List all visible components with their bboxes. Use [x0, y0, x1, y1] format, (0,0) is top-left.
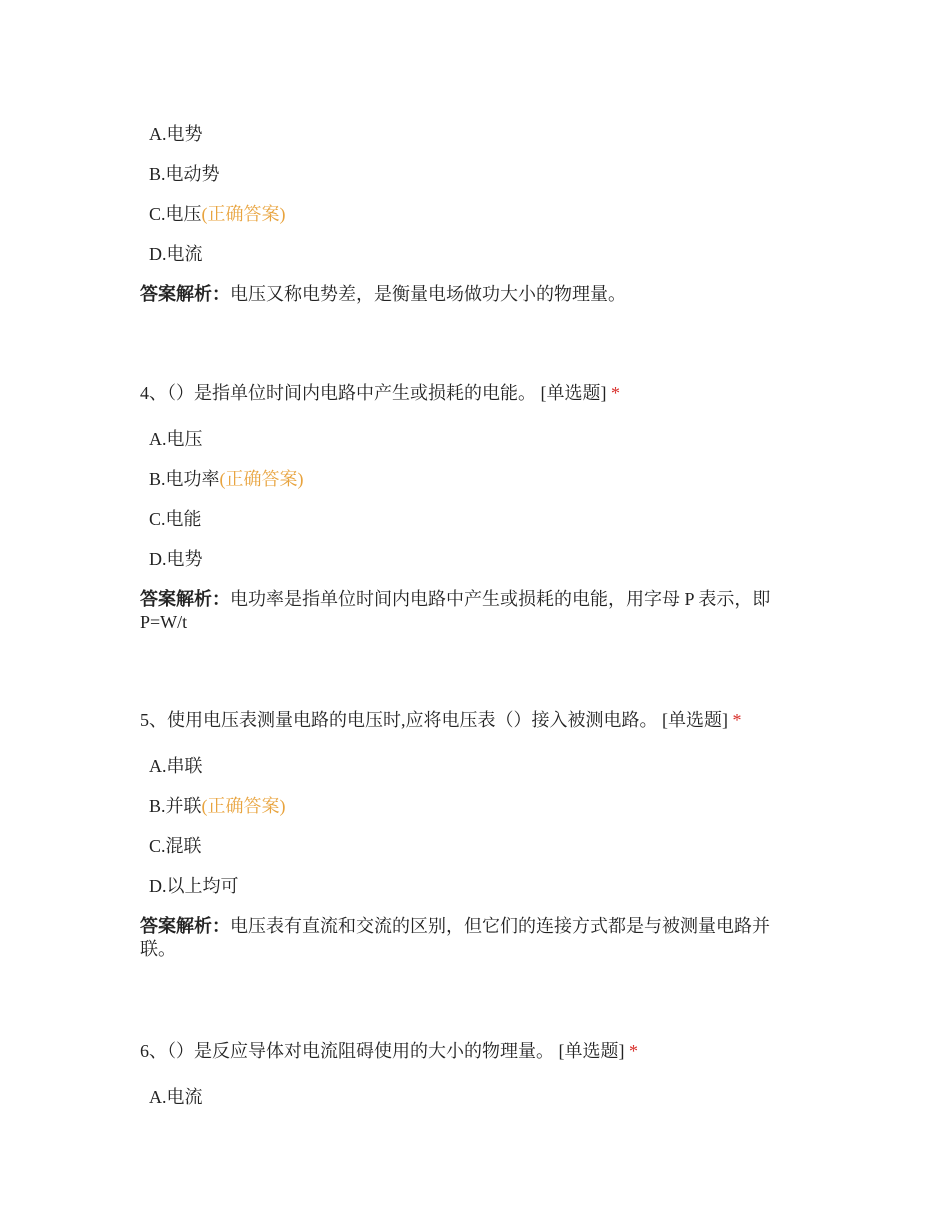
q4-option-c: C.电能 [149, 509, 202, 529]
analysis-label: 答案解析： [140, 916, 230, 937]
required-star: * [732, 710, 742, 730]
question-type-tag: [单选题] [662, 710, 728, 730]
q4-option-a: A.电压 [149, 429, 203, 449]
q3-analysis-text: 电压又称电势差，是衡量电场做功大小的物理量。 [230, 284, 626, 304]
q4-option-b: B.电功率(正确答案) [149, 469, 304, 489]
required-star: * [629, 1041, 638, 1061]
q5-question [140, 709, 742, 731]
analysis-label: 答案解析： [140, 284, 230, 305]
q4-analysis [140, 588, 800, 633]
q5-option-b: B.并联(正确答案) [149, 796, 286, 816]
q6-question-text: 6、（）是反应导体对电流阻碍使用的大小的物理量。 [140, 1041, 554, 1061]
q4-question [140, 382, 620, 404]
required-star: * [611, 383, 620, 403]
q5-question-text: 5、使用电压表测量电路的电压时,应将电压表（）接入被测电路。 [140, 710, 658, 730]
q3-option-c: C.电压(正确答案) [149, 204, 286, 224]
q5-option-d: D.以上均可 [149, 876, 239, 896]
q3-analysis [140, 283, 800, 306]
question-type-tag: [单选题] [558, 1041, 625, 1061]
q3-option-b: B.电动势 [149, 164, 220, 184]
q4-option-d: D.电势 [149, 549, 203, 569]
q3-option-d: D.电流 [149, 244, 203, 264]
q5-option-a: A.串联 [149, 756, 203, 776]
correct-answer-marker: (正确答案) [201, 204, 286, 224]
q6-question [140, 1040, 638, 1062]
correct-answer-marker: (正确答案) [201, 796, 286, 816]
q5-analysis [140, 915, 800, 960]
question-type-tag: [单选题] [540, 383, 607, 403]
q6-option-a: A.电流 [149, 1087, 203, 1107]
correct-answer-marker: (正确答案) [219, 469, 304, 489]
q5-option-c: C.混联 [149, 836, 202, 856]
q5-analysis-text: 电压表有直流和交流的区别，但它们的连接方式都是与被测量电路并联。 [140, 916, 770, 959]
q4-question-text: 4、（）是指单位时间内电路中产生或损耗的电能。 [140, 383, 536, 403]
q3-option-a: A.电势 [149, 124, 203, 144]
q4-analysis-text: 电功率是指单位时间内电路中产生或损耗的电能，用字母 P 表示，即 P=W/t [140, 589, 771, 632]
analysis-label: 答案解析： [140, 589, 230, 610]
